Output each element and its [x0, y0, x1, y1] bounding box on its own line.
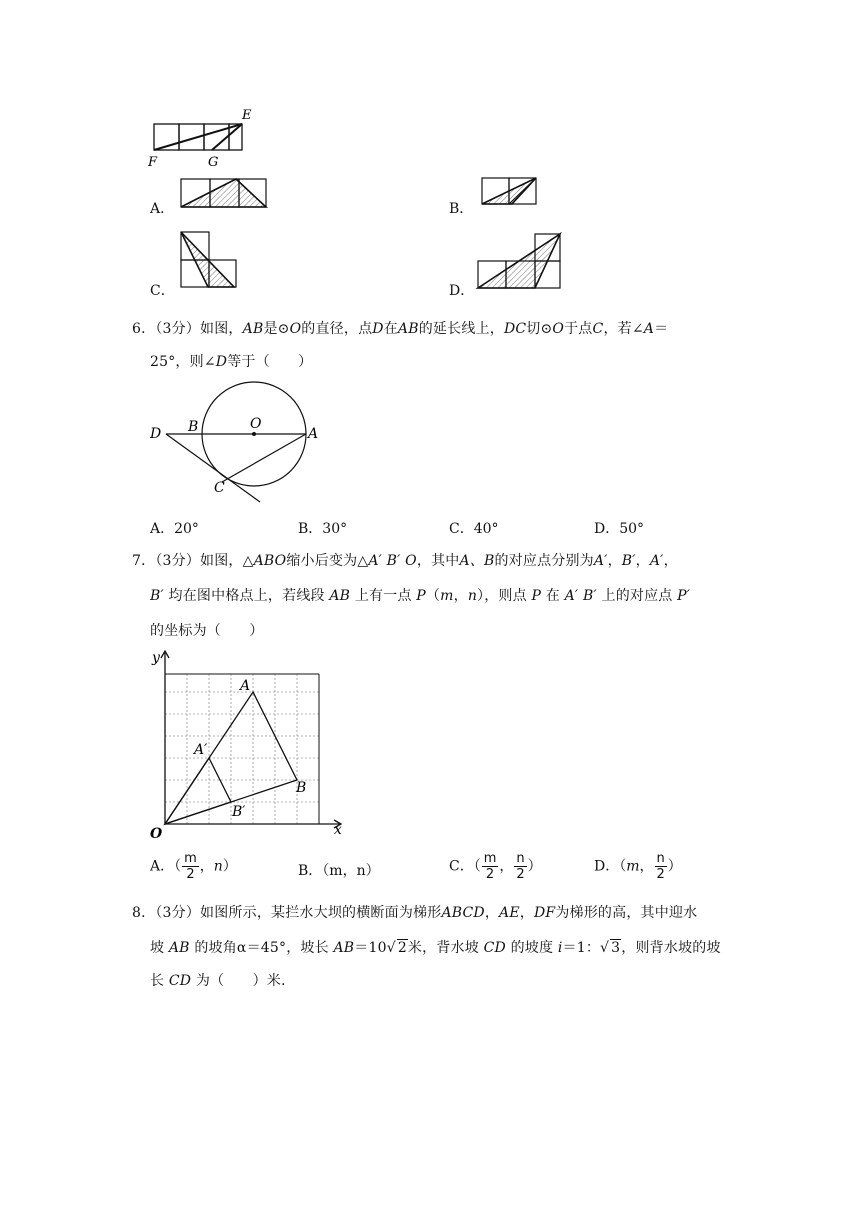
q7-text: ），则点 — [477, 588, 532, 604]
q6-var: O — [552, 321, 565, 337]
q7-var: B′ — [621, 553, 636, 569]
q8-text: 米，背水坡 — [407, 940, 484, 956]
q6-var: D — [372, 321, 384, 337]
label-origin: O — [150, 826, 163, 842]
q7-option-a[interactable]: A．（ $\frac{m}{2}$ ，n） — [150, 851, 237, 882]
q5-option-b-figure[interactable] — [478, 174, 540, 208]
q8-text: 为梯形的高，其中迎水 — [555, 905, 698, 921]
q8-number: 8． — [132, 905, 156, 921]
q6-text: 的直径，点 — [301, 321, 373, 337]
q6-number: 6． — [132, 321, 156, 337]
q8-var: AB — [168, 940, 190, 956]
q7-text-line-1 — [132, 550, 678, 570]
q7-var: A′ B′ — [564, 588, 597, 604]
fraction — [655, 852, 667, 881]
q7-var: AB — [329, 588, 351, 604]
q6-var: AB — [397, 321, 419, 337]
q6-var: C — [592, 321, 604, 337]
axis-label-x: x — [334, 822, 342, 838]
grid-lines — [165, 674, 319, 824]
q8-text: ，则背水坡的坡 — [621, 940, 721, 956]
q8-text: ， — [484, 905, 500, 921]
label-f: F — [148, 155, 158, 170]
q8-text: 如图所示，某拦水大坝的横断面为梯形 — [200, 905, 442, 921]
q7-option-b[interactable] — [298, 860, 380, 880]
q6-circle-figure — [146, 372, 326, 508]
label-c: C — [214, 480, 225, 496]
option-label: D． — [594, 858, 620, 875]
q7-var: n — [467, 588, 478, 604]
fraction-numerator: m — [483, 851, 497, 866]
q7-text: 均在图中格点上，若线段 — [163, 588, 330, 604]
q5-option-a-label[interactable]: A． — [150, 201, 175, 217]
q8-var: CD — [168, 973, 192, 989]
sqrt-radicand: 2 — [397, 940, 407, 956]
q6-var: O — [289, 321, 302, 337]
fraction-numerator: m — [184, 851, 197, 866]
q7-var: ABO — [253, 553, 287, 569]
q6-text: ，若∠ — [603, 321, 644, 337]
label-d: D — [150, 426, 162, 442]
fraction-numerator: n — [656, 851, 665, 866]
q8-var: ABCD — [441, 905, 485, 921]
label-o: O — [250, 416, 262, 432]
q7-text: ， — [453, 588, 468, 604]
fraction-denominator: 2 — [516, 867, 525, 882]
q8-var: CD — [483, 940, 506, 956]
q7-text: 的对应点分别为 — [494, 553, 594, 569]
q6-text: 于点 — [564, 321, 593, 337]
q6-option-d[interactable]: D．50° — [594, 521, 645, 537]
q5-option-c-figure[interactable] — [178, 229, 240, 291]
q7-var: A′ B′ O — [368, 553, 417, 569]
fraction-numerator: n — [516, 851, 525, 866]
q8-text: ＝10 — [354, 940, 387, 956]
q6-var: DC — [503, 321, 527, 337]
label-e: E — [242, 108, 252, 123]
q6-text-line-1 — [132, 318, 668, 338]
q7-text: 在 — [541, 588, 565, 604]
q6-text: 25°，则∠ — [150, 354, 216, 370]
q7-var: P — [531, 588, 542, 604]
q8-text: 的坡角α＝45°，坡长 — [189, 940, 334, 956]
option-label: C． — [449, 858, 474, 875]
q6-text-line-2 — [150, 351, 312, 371]
option-label: A． — [150, 858, 175, 875]
label-a: A — [240, 678, 251, 694]
q7-var: B′ — [150, 588, 164, 604]
q7-text: 上有一点 — [350, 588, 417, 604]
q5-option-c-label[interactable]: C． — [150, 283, 175, 299]
q8-text: 的坡度 — [505, 940, 558, 956]
label-b: B — [188, 419, 199, 435]
q6-text: 等于（ ） — [227, 354, 313, 370]
q6-text: 如图， — [200, 321, 243, 337]
axes — [161, 651, 341, 828]
q7-text: ， — [607, 553, 622, 569]
q7-text: （ — [425, 588, 441, 604]
q5-reference-figure — [140, 104, 270, 174]
q6-var: A — [643, 321, 655, 337]
q7-text: 缩小后变为△ — [286, 553, 369, 569]
q7-var: A′ — [593, 553, 608, 569]
q8-text-line-1 — [132, 902, 697, 922]
q6-option-a[interactable]: A．20° — [150, 521, 199, 537]
q8-score: （3分） — [155, 905, 201, 921]
q7-text: ，其中 — [416, 553, 460, 569]
q7-var: m — [440, 588, 454, 604]
axis-label-y: y — [152, 650, 160, 666]
label-b: B — [296, 780, 307, 796]
q7-text-line-2 — [150, 585, 690, 605]
q5-option-d-label[interactable]: D． — [449, 283, 475, 299]
q7-var: A、B — [459, 553, 495, 569]
q6-text: 切⊙ — [526, 321, 553, 337]
q8-text-line-2: 坡 AB 的坡角α＝45°，坡长 AB＝10√ 2米，背水坡 CD 的坡度 i＝1：√ 3，则背水坡的坡 — [150, 940, 721, 956]
sqrt-radicand: 3 — [611, 940, 621, 956]
q8-text: ， — [519, 905, 534, 921]
fraction — [514, 852, 526, 881]
q8-text: 长 — [150, 973, 169, 989]
q8-var: AE — [499, 905, 520, 921]
q7-var: P — [416, 588, 426, 604]
q7-text: 上的对应点 — [596, 588, 678, 604]
q8-text-line-3 — [150, 970, 286, 990]
q5-option-a-figure[interactable] — [178, 176, 270, 210]
fraction — [482, 852, 499, 881]
q6-var: AB — [242, 321, 264, 337]
fraction-denominator: 2 — [656, 867, 665, 882]
q7-var: P′ — [677, 588, 691, 604]
q8-text: 为（ ）米. — [191, 973, 286, 989]
q7-text: 如图，△ — [200, 553, 254, 569]
label-g: G — [208, 155, 219, 170]
q6-option-b[interactable]: B．30° — [298, 521, 348, 537]
q8-text: ＝1： — [562, 940, 601, 956]
label-a-prime: A′ — [194, 742, 208, 758]
q7-text-line-3: 的坐标为（ ） — [150, 623, 264, 639]
q6-var: D — [215, 354, 228, 370]
var: n — [213, 858, 223, 875]
fraction-denominator: 2 — [485, 867, 495, 882]
q8-var: DF — [533, 905, 556, 921]
fraction — [182, 852, 199, 881]
q7-text: ， — [663, 553, 678, 569]
q7-grid-figure — [144, 646, 350, 842]
var: m — [626, 858, 640, 875]
q8-text: 坡 — [150, 940, 169, 956]
label-b-prime: B′ — [232, 804, 246, 820]
q8-var: i — [557, 940, 563, 956]
q7-option-d[interactable]: D．（m， $\frac{n}{2}$ ） — [594, 851, 682, 882]
option-text: （m，n） — [322, 863, 380, 879]
fraction-denominator: 2 — [186, 867, 195, 882]
q6-text: 在 — [383, 321, 398, 337]
q7-text: ， — [635, 553, 650, 569]
q6-text: 是⊙ — [263, 321, 290, 337]
q5-option-d-figure[interactable] — [475, 231, 565, 291]
q7-var: A′ — [649, 553, 664, 569]
q7-score: （3分） — [155, 553, 201, 569]
option-label: B． — [298, 863, 323, 879]
q6-text: 的延长线上， — [418, 321, 504, 337]
q6-text: ＝ — [654, 321, 669, 337]
q6-score: （3分） — [155, 321, 201, 337]
q6-option-c[interactable]: C．40° — [449, 521, 499, 537]
q5-option-b-label[interactable]: B． — [449, 201, 474, 217]
q7-number: 7． — [132, 553, 156, 569]
q7-option-c[interactable]: C．（ $\frac{m}{2}$ ， $\frac{n}{2}$ ） — [449, 851, 542, 882]
q8-var: AB — [333, 940, 355, 956]
label-a: A — [308, 426, 319, 442]
